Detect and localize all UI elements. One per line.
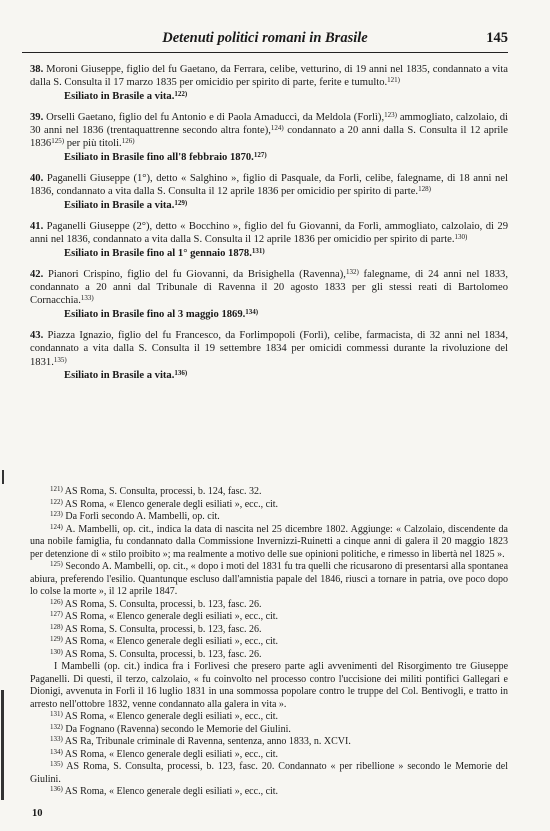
exile-line: Esiliato in Brasile fino al 3 maggio 1869.$^{134)}$	[64, 307, 259, 320]
exile-line: Esiliato in Brasile a vita.$^{136)}$	[64, 368, 188, 381]
footnote: $^{127)}$ AS Roma, « Elenco generale degli esiliati », ecc., cit.	[50, 610, 279, 622]
footnotes	[30, 486, 508, 799]
entry-40: 40. Paganelli Giuseppe (1°), detto « Salghino », figlio di Pasquale, da Forlì, celibe, falegname, di 18 anni nel 1836, condannato a vita dalla S. Consulta il 12 aprile 1836 per omicidio per spirito di parte.$^{128)}$ Esiliato in Brasile a vita.$^{129)}$	[30, 173, 508, 211]
running-header	[22, 28, 508, 53]
entry-38: 38. Moroni Giuseppe, figlio del fu Gaetano, da Ferrara, celibe, vetturino, di 19 anni nel 1835, condannato a vita dalla S. Consulta il 17 marzo 1835 per omicidio per spirito di parte, ferite e tumulto.$^{121)}$ Esiliato in Brasile a vita.$^{122)}$	[30, 64, 508, 102]
footnote: $^{134)}$ AS Roma, « Elenco generale degli esiliati », ecc., cit.	[50, 747, 279, 760]
exile-line: Esiliato in Brasile a vita.$^{122)}$	[64, 89, 188, 102]
footnote: $^{133)}$ AS Ra, Tribunale criminale di Ravenna, sentenza, anno 1833, n. XCVI.	[50, 735, 351, 747]
footnote: $^{136)}$ AS Roma, « Elenco generale degli esiliati », ecc., cit.	[50, 785, 279, 797]
footnote: $^{123)}$ Da Forlì secondo A. Mambelli, op. cit.	[50, 510, 220, 522]
footnote: $^{130)}$ AS Roma, S. Consulta, processi, b. 123, fasc. 26.	[50, 647, 262, 660]
footnote: $^{125)}$ Secondo A. Mambelli, op. cit., « dopo i moti del 1831 fu tra quelli che ricusarono di presentarsi alla spontanea abiura, preferendo l'esilio. Quantunque escluso dall'amnistia papale del 1846, riuscì a tornare in patria, ove poco dopo lo colse la morte », il 12 aprile 1847.	[30, 560, 509, 597]
signature-mark: 10	[32, 808, 43, 819]
exile-line: Esiliato in Brasile fino al 1° gennaio 1878.$^{131)}$	[64, 246, 265, 259]
exile-line: Esiliato in Brasile a vita.$^{129)}$	[64, 198, 188, 211]
entries-list	[30, 63, 508, 390]
footnote: I Mambelli (op. cit.) indica fra i Forlivesi che presero parte agli avvenimenti del Risorgimento tre Giuseppe Paganelli. Di questi, il terzo, calzolaio, « fu coinvolto nel processo contro l'uccisione dei militi pontifici Gallegari e Dionigi, avvenuta in Forlì il 16 luglio 1831 in una sommossa popolare contro le truppe del Col. Bentivogli, e tratto in arresto nell'ottobre 1832, venne condannato alla galera in vita ».	[30, 661, 509, 710]
footnote: $^{129)}$ AS Roma, « Elenco generale degli esiliati », ecc., cit.	[50, 635, 279, 647]
footnote: $^{135)}$ AS Roma, S. Consulta, processi, b. 123, fasc. 20. Condannato « per ribellione » secondo le Memorie del Giulini.	[30, 760, 508, 785]
footnote: $^{128)}$ AS Roma, S. Consulta, processi, b. 123, fasc. 26.	[50, 622, 262, 635]
footnote: $^{126)}$ AS Roma, S. Consulta, processi, b. 123, fasc. 26.	[50, 597, 262, 610]
scan-edge-mark	[1, 690, 4, 800]
exile-line: Esiliato in Brasile fino all'8 febbraio 1870.$^{127)}$	[64, 150, 267, 163]
footnote: $^{124)}$ A. Mambelli, op. cit., indica la data di nascita nel 25 dicembre 1802. Aggiunge: « Calzolaio, discendente da una nobile famiglia, fu condannato dalla Commissione Invernizzi-Ruinetti a cinque anni di galera il 20 maggio 1823 per detenzione di « stilo proibito »; ma realmente a motivo delle sue opinioni politiche, e rimesso in libertà nel 1825 ».	[30, 522, 509, 560]
entry-39: 39. Orselli Gaetano, figlio del fu Antonio e di Paola Amaduccì, da Meldola (Forlì),$^{123)}$ ammogliato, calzolaio, di 30 anni nel 1836 (trentaquattrenne secondo altra fonte),$^{124)}$ condannato a 20 anni dalla S. Consulta il 12 aprile 1836$^{125)}$ per più titoli.$^{126)}$ Esiliato in Brasile fino all'8 febbraio 1870.$^{127)}$	[30, 110, 508, 163]
footnote: $^{122)}$ AS Roma, « Elenco generale degli esiliati », ecc., cit.	[50, 497, 279, 510]
scan-edge-mark	[2, 470, 4, 484]
running-title: Detenuti politici romani in Brasile	[162, 30, 368, 46]
page-number: 145	[486, 30, 508, 46]
footnote: $^{131)}$ AS Roma, « Elenco generale degli esiliati », ecc., cit.	[50, 710, 279, 722]
footnote: $^{121)}$ AS Roma, S. Consulta, processi, b. 124, fasc. 32.	[50, 485, 262, 497]
footnote: $^{132)}$ Da Fognano (Ravenna) secondo le Memorie del Giulini.	[50, 722, 291, 735]
entry-42: 42. Pianori Crispino, figlio del fu Giovanni, da Brisighella (Ravenna),$^{132)}$ falegname, di 24 anni nel 1833, condannato a 20 anni dal Tribunale di Ravenna il 20 agosto 1833 per gli stessi reati di Bartolomeo Cornacchia.$^{133)}$ Esiliato in Brasile fino al 3 maggio 1869.$^{134)}$	[30, 267, 508, 320]
entry-43: 43. Piazza Ignazio, figlio del fu Francesco, da Forlimpopoli (Forlì), celibe, farmacista, di 32 anni nel 1834, condannato a vita dalla S. Consulta il 19 settembre 1834 per omicidi commessi durante la rivoluzione del 1831.$^{135)}$ Esiliato in Brasile a vita.$^{136)}$	[30, 330, 508, 381]
entry-41: 41. Paganelli Giuseppe (2°), detto « Bocchino », figlio del fu Giovanni, da Forlì, ammogliato, calzolaio, di 29 anni nel 1836, condannato a vita dalla S. Consulta il 12 aprile 1836 per omicidio per spirito di parte.$^{130)}$ Esiliato in Brasile fino al 1° gennaio 1878.$^{131)}$	[30, 220, 508, 259]
